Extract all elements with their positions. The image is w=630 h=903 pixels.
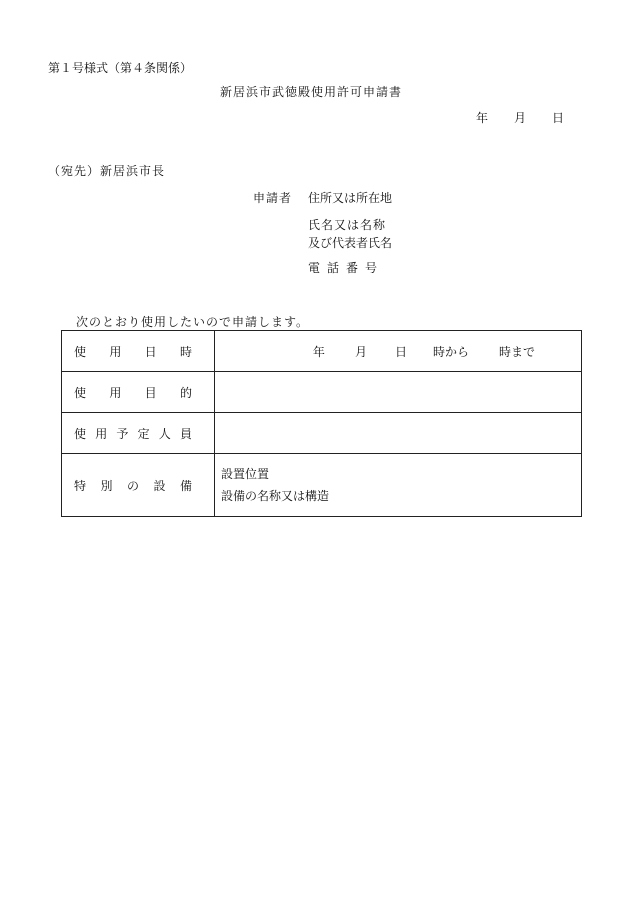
expected-attendees-label (62, 413, 215, 454)
label-char: 日 (144, 344, 157, 359)
label-char: 使 (74, 385, 87, 400)
table-row (62, 331, 582, 372)
label-char: 使 (74, 426, 87, 441)
label-char: 用 (109, 344, 122, 359)
row-label (74, 384, 192, 401)
dt-day: 日 (394, 344, 407, 359)
usage-datetime-field[interactable] (215, 331, 582, 372)
date-day-label: 日 (552, 111, 565, 125)
dt-from: 時から (432, 344, 469, 359)
applicant-label: 申請者 (253, 191, 293, 205)
label-char: 備 (179, 478, 192, 493)
usage-datetime-label (62, 331, 215, 372)
addressee: （宛先）新居浜市長 (48, 164, 166, 178)
table-row (62, 413, 582, 454)
datetime-line (215, 343, 581, 360)
usage-purpose-field[interactable] (215, 372, 582, 413)
label-char: 使 (74, 344, 87, 359)
date-year-label: 年 (476, 111, 489, 125)
label-char: 用 (95, 426, 108, 441)
label-char: 用 (109, 385, 122, 400)
label-char: 員 (179, 426, 192, 441)
row-label (74, 477, 192, 494)
dt-month: 月 (354, 344, 367, 359)
equipment-name-structure-label: 設備の名称又は構造 (221, 489, 330, 503)
label-char: 目 (144, 385, 157, 400)
special-equipment-label (62, 454, 215, 517)
date-month-label: 月 (514, 111, 527, 125)
row-label (74, 425, 192, 442)
equipment-location-label: 設置位置 (221, 467, 270, 481)
document-title: 新居浜市武徳殿使用許可申請書 (220, 85, 403, 99)
special-equipment-field[interactable] (215, 454, 582, 517)
row-label (74, 343, 192, 360)
expected-attendees-field[interactable] (215, 413, 582, 454)
label-char: 設 (153, 478, 166, 493)
label-char: 的 (179, 385, 192, 400)
intro-text: 次のとおり使用したいので申請します。 (76, 315, 310, 329)
label-char: 時 (179, 344, 192, 359)
label-char: 別 (100, 478, 113, 493)
label-char: の (126, 478, 139, 493)
applicant-phone-label: 電話番号 (308, 261, 385, 275)
table-row (62, 372, 582, 413)
applicant-name-label: 氏名又は名称 (308, 218, 387, 232)
applicant-representative-label: 及び代表者氏名 (308, 236, 393, 250)
applicant-address-label: 住所又は所在地 (308, 191, 393, 205)
table-row (62, 454, 582, 517)
label-char: 人 (158, 426, 171, 441)
form-number: 第１号様式（第４条関係） (48, 61, 193, 75)
label-char: 予 (116, 426, 129, 441)
application-table (61, 330, 582, 517)
date-line (476, 112, 564, 124)
dt-until: 時まで (498, 344, 535, 359)
dt-year: 年 (312, 344, 325, 359)
label-char: 定 (137, 426, 150, 441)
usage-purpose-label (62, 372, 215, 413)
label-char: 特 (74, 478, 87, 493)
